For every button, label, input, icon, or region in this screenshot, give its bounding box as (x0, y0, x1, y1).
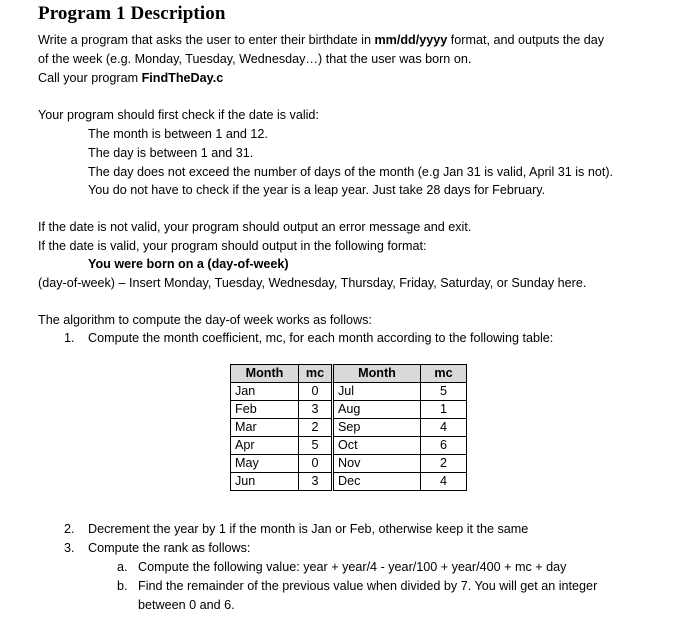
output-invalid: If the date is not valid, your program should output an error message and exit. (38, 220, 472, 234)
step-1-text: Compute the month coefficient, mc, for each month according to the following table: (88, 331, 554, 345)
step-2-text: Decrement the year by 1 if the month is Jan or Feb, otherwise keep it the same (88, 522, 529, 536)
table-cell: Mar (231, 419, 299, 437)
table-cell: 1 (421, 401, 467, 419)
table-cell: 5 (421, 383, 467, 401)
table-cell: Jun (231, 473, 299, 491)
table-cell: May (231, 455, 299, 473)
table-row (231, 437, 467, 455)
intro-line-3 (38, 69, 223, 88)
table-cell: 5 (299, 437, 333, 455)
table-cell: 0 (299, 383, 333, 401)
table-cell: Dec (333, 473, 421, 491)
table-cell: Aug (333, 401, 421, 419)
step-number: 2. (64, 522, 75, 536)
intro-text: Call your program (38, 71, 142, 85)
sub-step-b-continuation: between 0 and 6. (138, 598, 235, 612)
step-number: 3. (64, 541, 75, 555)
output-valid: If the date is valid, your program should output in the following format: (38, 239, 427, 253)
output-format: You were born on a (day-of-week) (88, 257, 289, 271)
sub-step-b-text: Find the remainder of the previous value when divided by 7. You will get an integer (138, 579, 598, 593)
table-row (231, 455, 467, 473)
intro-line-1 (38, 31, 604, 50)
table-cell: Oct (333, 437, 421, 455)
table-header: Month (333, 365, 421, 383)
table-header-row (231, 365, 467, 383)
table-row (231, 473, 467, 491)
sub-step-label: a. (117, 560, 128, 574)
table-row (231, 401, 467, 419)
table-header: mc (421, 365, 467, 383)
table-cell: 4 (421, 473, 467, 491)
intro-text: Write a program that asks the user to enter their birthdate in (38, 33, 375, 47)
sub-step-a-text: Compute the following value: year + year/4 - year/100 + year/400 + mc + day (138, 560, 567, 574)
table-cell: 3 (299, 473, 333, 491)
table-cell: 2 (299, 419, 333, 437)
output-note: (day-of-week) – Insert Monday, Tuesday, Wednesday, Thursday, Friday, Saturday, or Sunday here. (38, 276, 587, 290)
validity-rule: The day is between 1 and 31. (88, 146, 254, 160)
table-cell: 3 (299, 401, 333, 419)
table-row (231, 419, 467, 437)
table-cell: Sep (333, 419, 421, 437)
sub-step-label: b. (117, 579, 128, 593)
table-header: Month (231, 365, 299, 383)
validity-rule: The month is between 1 and 12. (88, 127, 268, 141)
date-format: mm/dd/yyyy (374, 33, 448, 47)
table-cell: 6 (421, 437, 467, 455)
step-number: 1. (64, 331, 75, 345)
program-name: FindTheDay.c (141, 71, 224, 85)
month-coefficient-table (230, 364, 467, 491)
table-cell: Feb (231, 401, 299, 419)
table-cell: 0 (299, 455, 333, 473)
table-cell: 2 (421, 455, 467, 473)
algorithm-lead: The algorithm to compute the day-of week works as follows: (38, 313, 372, 327)
intro-text: format, and outputs the day (447, 33, 605, 47)
table-header: mc (299, 365, 333, 383)
validity-lead: Your program should first check if the date is valid: (38, 108, 319, 122)
table-cell: Apr (231, 437, 299, 455)
validity-rule: You do not have to check if the year is a leap year. Just take 28 days for February. (88, 183, 546, 197)
page-title: Program 1 Description (38, 3, 226, 24)
intro-line-2: of the week (e.g. Monday, Tuesday, Wednesday…) that the user was born on. (38, 52, 472, 66)
step-3-text: Compute the rank as follows: (88, 541, 251, 555)
table-cell: Nov (333, 455, 421, 473)
table-cell: 4 (421, 419, 467, 437)
table-cell: Jan (231, 383, 299, 401)
validity-rule: The day does not exceed the number of days of the month (e.g Jan 31 is valid, April 31 is not). (88, 165, 614, 179)
table-cell: Jul (333, 383, 421, 401)
table-row (231, 383, 467, 401)
